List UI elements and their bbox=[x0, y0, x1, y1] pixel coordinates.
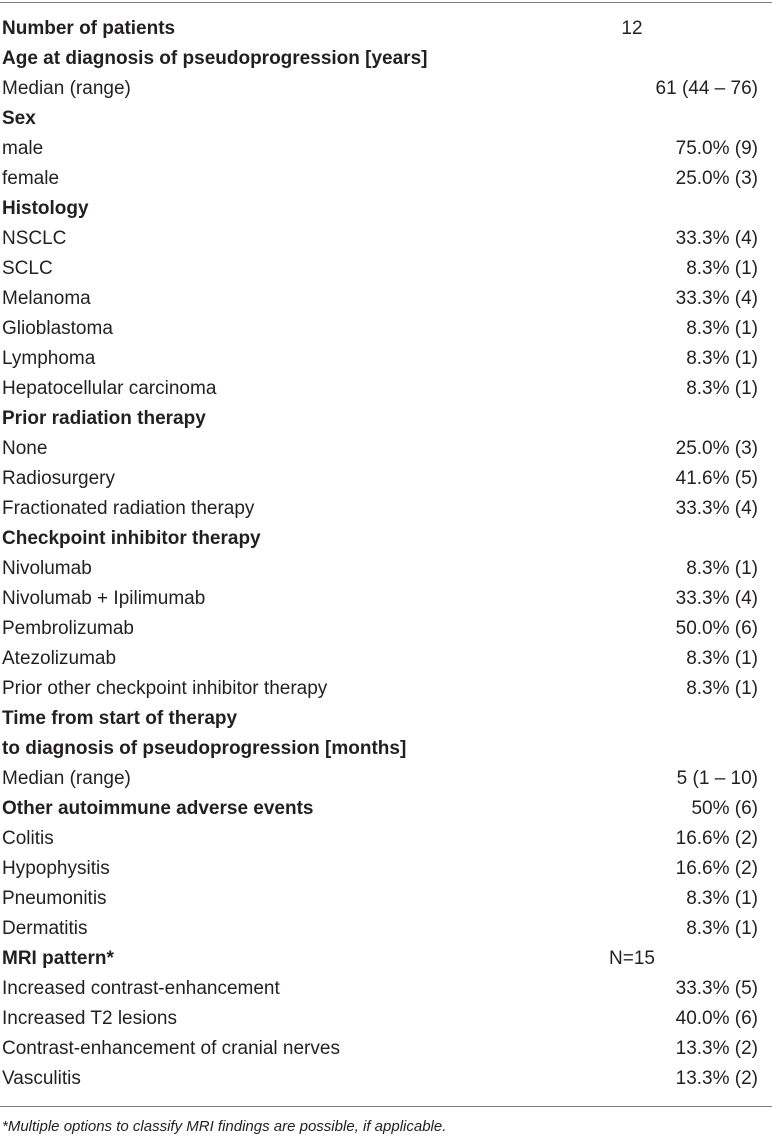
table-section-row bbox=[0, 524, 772, 554]
row-value: 12 bbox=[621, 18, 643, 39]
table-row bbox=[0, 164, 772, 194]
row-value bbox=[322, 404, 772, 434]
row-label: Vasculitis bbox=[2, 1068, 81, 1089]
section-heading: MRI pattern* bbox=[2, 948, 114, 969]
row-value: 16.6% (2) bbox=[675, 828, 758, 849]
row-label: Increased contrast-enhancement bbox=[2, 978, 280, 999]
row-value: 33.3% (4) bbox=[675, 288, 758, 309]
table-section-row bbox=[0, 104, 772, 134]
row-value: 8.3% (1) bbox=[686, 258, 758, 279]
section-heading: Checkpoint inhibitor therapy bbox=[2, 528, 261, 549]
table-row bbox=[0, 434, 772, 464]
patient-characteristics-table bbox=[0, 14, 772, 1094]
row-label: female bbox=[2, 168, 60, 189]
row-label: Increased T2 lesions bbox=[2, 1008, 177, 1029]
table-row bbox=[0, 854, 772, 884]
row-value: 25.0% (3) bbox=[675, 438, 758, 459]
table-section-row bbox=[0, 944, 772, 974]
row-label: Hepatocellular carcinoma bbox=[2, 378, 217, 399]
row-label: male bbox=[2, 138, 44, 159]
row-value: 40.0% (6) bbox=[675, 1008, 758, 1029]
section-heading: Age at diagnosis of pseudoprogression [years] bbox=[2, 48, 428, 69]
table-row bbox=[0, 254, 772, 284]
table-row bbox=[0, 764, 772, 794]
row-label: Nivolumab bbox=[2, 558, 92, 579]
row-label: Median (range) bbox=[2, 768, 131, 789]
row-value: 13.3% (2) bbox=[675, 1038, 758, 1059]
table-row bbox=[0, 614, 772, 644]
table-row bbox=[0, 464, 772, 494]
table-section-row bbox=[0, 44, 772, 74]
table-row bbox=[0, 314, 772, 344]
row-label: Colitis bbox=[2, 828, 54, 849]
row-label: Radiosurgery bbox=[2, 468, 115, 489]
section-heading: Other autoimmune adverse events bbox=[2, 798, 314, 819]
row-value: 50% (6) bbox=[691, 798, 758, 819]
row-label: Prior other checkpoint inhibitor therapy bbox=[2, 678, 328, 699]
row-label: Dermatitis bbox=[2, 918, 88, 939]
table-body bbox=[0, 14, 772, 1094]
row-value bbox=[322, 104, 772, 134]
table-row bbox=[0, 74, 772, 104]
table-row bbox=[0, 494, 772, 524]
row-value bbox=[322, 194, 772, 224]
table-section-row bbox=[0, 14, 772, 44]
table-section-row bbox=[0, 194, 772, 224]
table-row bbox=[0, 284, 772, 314]
row-value bbox=[322, 704, 772, 734]
row-label: Melanoma bbox=[2, 288, 91, 309]
table-section-row bbox=[0, 734, 772, 764]
section-heading: to diagnosis of pseudoprogression [months] bbox=[2, 738, 407, 759]
row-label: SCLC bbox=[2, 258, 53, 279]
section-heading: Sex bbox=[2, 108, 36, 129]
row-value: 33.3% (4) bbox=[675, 588, 758, 609]
row-label: NSCLC bbox=[2, 228, 67, 249]
table-row bbox=[0, 344, 772, 374]
table-bottom-rule bbox=[0, 1106, 772, 1107]
table-row bbox=[0, 554, 772, 584]
table-footnote: *Multiple options to classify MRI findings are possible, if applicable. bbox=[2, 1118, 447, 1135]
row-label: Median (range) bbox=[2, 78, 131, 99]
row-value: 5 (1 – 10) bbox=[676, 768, 758, 789]
row-value bbox=[322, 524, 772, 554]
row-value: 33.3% (4) bbox=[675, 498, 758, 519]
section-heading: Histology bbox=[2, 198, 89, 219]
row-label: Contrast-enhancement of cranial nerves bbox=[2, 1038, 340, 1059]
table-row bbox=[0, 914, 772, 944]
table-row bbox=[0, 374, 772, 404]
table-row bbox=[0, 134, 772, 164]
row-label: Pembrolizumab bbox=[2, 618, 134, 639]
row-value: 75.0% (9) bbox=[675, 138, 758, 159]
row-value: 50.0% (6) bbox=[675, 618, 758, 639]
table-row bbox=[0, 674, 772, 704]
row-label: Hypophysitis bbox=[2, 858, 110, 879]
row-value: 8.3% (1) bbox=[686, 378, 758, 399]
table-row bbox=[0, 824, 772, 854]
table-section-row bbox=[0, 404, 772, 434]
section-heading: Prior radiation therapy bbox=[2, 408, 206, 429]
table-row bbox=[0, 1064, 772, 1094]
row-label: Nivolumab + Ipilimumab bbox=[2, 588, 206, 609]
section-heading: Time from start of therapy bbox=[2, 708, 238, 729]
row-value: 41.6% (5) bbox=[675, 468, 758, 489]
table-row bbox=[0, 974, 772, 1004]
row-label: Atezolizumab bbox=[2, 648, 117, 669]
row-label: None bbox=[2, 438, 48, 459]
row-value: 8.3% (1) bbox=[686, 678, 758, 699]
row-value: N=15 bbox=[609, 948, 655, 969]
row-value: 61 (44 – 76) bbox=[655, 78, 758, 99]
row-value: 8.3% (1) bbox=[686, 648, 758, 669]
row-value: 25.0% (3) bbox=[675, 168, 758, 189]
row-label: Glioblastoma bbox=[2, 318, 113, 339]
table-row bbox=[0, 1034, 772, 1064]
table-row bbox=[0, 1004, 772, 1034]
row-value: 33.3% (5) bbox=[675, 978, 758, 999]
table-section-row bbox=[0, 704, 772, 734]
row-value: 13.3% (2) bbox=[675, 1068, 758, 1089]
row-value: 8.3% (1) bbox=[686, 558, 758, 579]
row-value: 8.3% (1) bbox=[686, 918, 758, 939]
row-label: Pneumonitis bbox=[2, 888, 107, 909]
table-section-row bbox=[0, 794, 772, 824]
table-top-rule bbox=[0, 2, 772, 3]
table-row bbox=[0, 884, 772, 914]
row-value: 16.6% (2) bbox=[675, 858, 758, 879]
row-value: 8.3% (1) bbox=[686, 348, 758, 369]
row-label: Fractionated radiation therapy bbox=[2, 498, 255, 519]
row-label: Lymphoma bbox=[2, 348, 96, 369]
row-value: 8.3% (1) bbox=[686, 888, 758, 909]
section-heading: Number of patients bbox=[2, 18, 176, 39]
row-value: 33.3% (4) bbox=[675, 228, 758, 249]
row-value: 8.3% (1) bbox=[686, 318, 758, 339]
table-row bbox=[0, 584, 772, 614]
table-row bbox=[0, 644, 772, 674]
table-row bbox=[0, 224, 772, 254]
